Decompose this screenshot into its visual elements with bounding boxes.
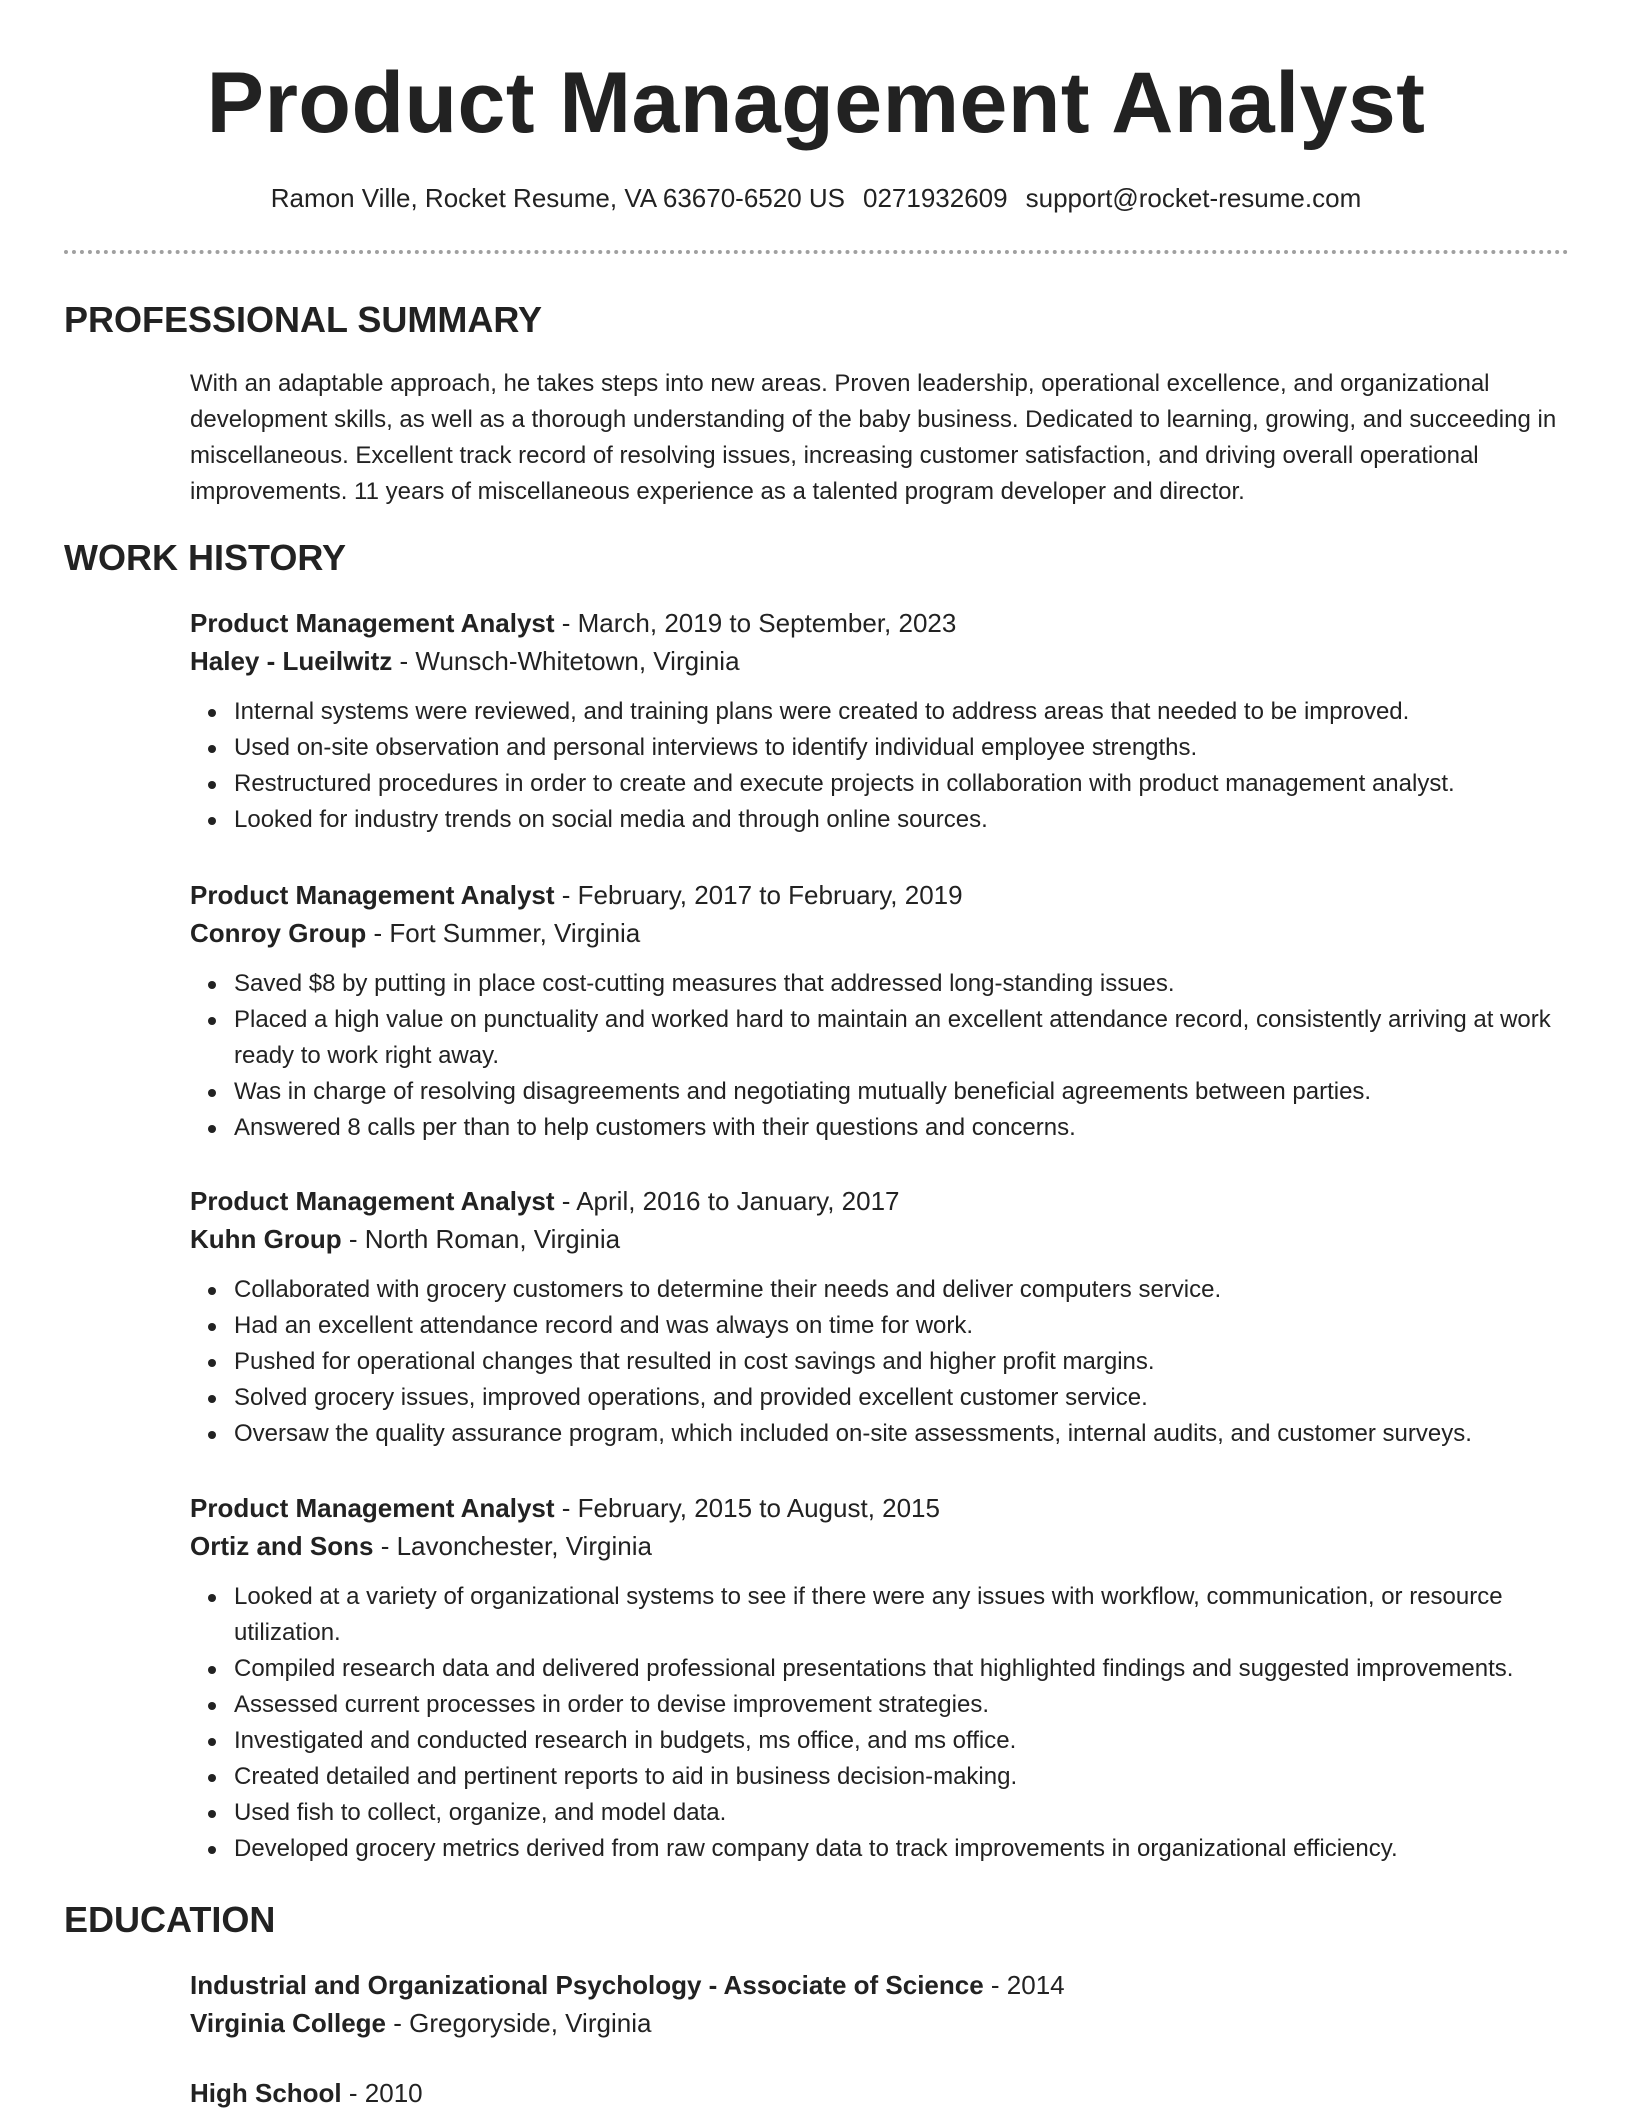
job-company-line [190, 914, 1570, 952]
job-dates: - March, 2019 to September, 2023 [554, 608, 957, 638]
job-bullet: Solved grocery issues, improved operations, and provided excellent customer service. [234, 1380, 1570, 1416]
education-degree-line [190, 2074, 1570, 2112]
job-company: Kuhn Group [190, 1224, 342, 1254]
job-dates: - February, 2017 to February, 2019 [554, 880, 963, 910]
summary-heading: PROFESSIONAL SUMMARY [64, 299, 543, 340]
job-location: - Lavonchester, Virginia [373, 1531, 652, 1561]
job-title-line [190, 1182, 1570, 1220]
job-title: Product Management Analyst [190, 608, 555, 638]
job-bullets [190, 966, 1570, 1146]
job-bullets [190, 1579, 1570, 1867]
job-title: Product Management Analyst [190, 1186, 555, 1216]
education-location: - Gregoryside, Virginia [386, 2008, 652, 2038]
job-bullet: Answered 8 calls per than to help customers with their questions and concerns. [234, 1110, 1570, 1146]
job-bullet: Created detailed and pertinent reports to aid in business decision-making. [234, 1759, 1570, 1795]
job-company: Conroy Group [190, 918, 367, 948]
job-dates: - February, 2015 to August, 2015 [554, 1493, 940, 1523]
job-bullet: Looked for industry trends on social media and through online sources. [234, 802, 1570, 838]
education-entry [190, 2074, 1570, 2112]
job-bullet: Used on-site observation and personal interviews to identify individual employee strengths. [234, 730, 1570, 766]
header-divider [64, 250, 1569, 254]
job-bullet: Placed a high value on punctuality and worked hard to maintain an excellent attendance record, consistently arriving at work ready to work right away. [234, 1002, 1570, 1074]
job-bullet: Internal systems were reviewed, and training plans were created to address areas that needed to be improved. [234, 694, 1570, 730]
work-history-heading: WORK HISTORY [64, 537, 347, 578]
job-company: Haley - Lueilwitz [190, 646, 393, 676]
job-bullet: Looked at a variety of organizational systems to see if there were any issues with workflow, communication, or resource utilization. [234, 1579, 1570, 1651]
job-title: Product Management Analyst [190, 880, 555, 910]
job-entry [190, 604, 1570, 838]
job-company-line [190, 1220, 1570, 1258]
job-bullet: Developed grocery metrics derived from raw company data to track improvements in organizational efficiency. [234, 1831, 1570, 1867]
job-bullet: Compiled research data and delivered professional presentations that highlighted findings and suggested improvements. [234, 1651, 1570, 1687]
job-company: Ortiz and Sons [190, 1531, 374, 1561]
contact-address: Ramon Ville, Rocket Resume, VA 63670-6520 US [270, 183, 845, 213]
education-school: Virginia College [190, 2008, 387, 2038]
job-bullets [190, 694, 1570, 838]
job-bullet: Investigated and conducted research in budgets, ms office, and ms office. [234, 1723, 1570, 1759]
job-bullet: Restructured procedures in order to create and execute projects in collaboration with product management analyst. [234, 766, 1570, 802]
job-bullet: Assessed current processes in order to devise improvement strategies. [234, 1687, 1570, 1723]
job-entry [190, 876, 1570, 1146]
job-title-line [190, 876, 1570, 914]
job-location: - North Roman, Virginia [341, 1224, 621, 1254]
education-degree: High School [190, 2078, 342, 2108]
job-bullet: Pushed for operational changes that resulted in cost savings and higher profit margins. [234, 1344, 1570, 1380]
job-bullet: Was in charge of resolving disagreements and negotiating mutually beneficial agreements between parties. [234, 1074, 1570, 1110]
summary-text: With an adaptable approach, he takes steps into new areas. Proven leadership, operational excellence, and organizational development skills, as well as a thorough understanding of the baby business. Dedicated to learning, growing, and succeeding in miscellaneous. Excellent track record of resolving issues, increasing customer satisfaction, and driving overall operational improvements. 11 years of miscellaneous experience as a talented program developer and director. [190, 370, 1557, 505]
job-bullet: Saved $8 by putting in place cost-cutting measures that addressed long-standing issues. [234, 966, 1570, 1002]
contact-email[interactable]: support@rocket-resume.com [1025, 183, 1362, 213]
job-dates: - April, 2016 to January, 2017 [554, 1186, 900, 1216]
job-company-line [190, 1527, 1570, 1565]
education-heading: EDUCATION [64, 1899, 276, 1940]
job-title: Product Management Analyst [190, 1493, 555, 1523]
job-bullet: Had an excellent attendance record and was always on time for work. [234, 1308, 1570, 1344]
job-entry [190, 1182, 1570, 1452]
contact-phone: 0271932609 [863, 183, 1008, 213]
education-year: - 2014 [983, 1970, 1065, 2000]
contact-line [0, 180, 1632, 216]
job-title-line [190, 604, 1570, 642]
education-degree: Industrial and Organizational Psychology - Associate of Science [190, 1970, 984, 2000]
education-degree-line [190, 1966, 1570, 2004]
job-bullet: Oversaw the quality assurance program, which included on-site assessments, internal audits, and customer surveys. [234, 1416, 1570, 1452]
job-location: - Wunsch-Whitetown, Virginia [392, 646, 740, 676]
job-location: - Fort Summer, Virginia [366, 918, 641, 948]
resume-title: Product Management Analyst [206, 55, 1426, 151]
job-bullet: Collaborated with grocery customers to determine their needs and deliver computers service. [234, 1272, 1570, 1308]
job-bullet: Used fish to collect, organize, and model data. [234, 1795, 1570, 1831]
job-title-line [190, 1489, 1570, 1527]
job-company-line [190, 642, 1570, 680]
education-entry [190, 1966, 1570, 2042]
job-bullets [190, 1272, 1570, 1452]
job-entry [190, 1489, 1570, 1867]
education-school-line [190, 2004, 1570, 2042]
education-year: - 2010 [341, 2078, 423, 2108]
